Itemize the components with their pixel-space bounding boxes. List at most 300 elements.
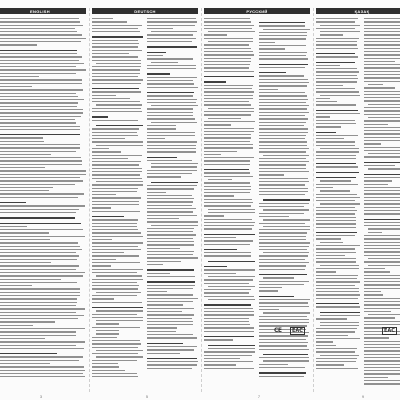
text-line [316,138,344,139]
text-line [92,168,142,169]
text-line [147,269,194,270]
text-line [316,123,356,124]
text-line [364,31,400,32]
text-line [204,249,237,250]
text-line [0,134,80,135]
text-line [0,246,80,247]
text-line [204,189,251,190]
text-line [316,177,356,178]
text-line [204,292,249,293]
text-line [92,194,116,195]
text-line [364,370,400,371]
text-line [0,69,86,70]
text-line [204,225,254,226]
text-line [316,351,355,352]
text-line [364,81,400,82]
text-line [204,137,251,138]
page-number: 3 [40,395,42,399]
text-line [92,98,130,99]
text-line [368,168,400,169]
text-line [204,121,255,122]
text-line [0,177,80,178]
text-line [92,191,137,192]
text-line [316,163,356,164]
text-line [204,147,253,148]
text-line [364,97,400,98]
text-line [316,227,356,228]
text-line [316,38,359,39]
text-line [151,163,198,164]
text-line [92,363,118,364]
text-line [316,361,356,362]
text-line [147,238,193,239]
text-line [364,380,400,381]
text-line [316,126,341,127]
text-line [92,236,143,237]
page-number: 5 [146,395,148,399]
text-line [320,203,360,204]
text-line [364,373,400,374]
text-line [364,291,381,292]
text-line [92,178,142,179]
text-line [147,304,183,305]
text-line [0,106,77,107]
text-line [204,164,250,165]
text-line [96,292,141,293]
text-line [0,18,79,19]
text-line [263,312,310,313]
text-line [364,251,400,252]
text-line [364,248,400,249]
text-line [259,316,307,317]
text-line [208,348,255,349]
text-line [208,261,255,262]
text-line [0,370,85,371]
text-line [92,46,138,47]
text-line [96,356,143,357]
text-line [0,279,61,280]
text-line [204,176,253,177]
text-line [364,288,400,289]
text-line [0,321,55,322]
text-line [316,368,358,369]
text-line [92,40,138,41]
text-line [0,275,83,276]
text-line [147,151,196,152]
text-line [92,366,119,367]
text-line [0,376,85,377]
text-line [92,184,143,185]
text-block [147,18,198,396]
text-line [204,339,233,340]
text-line [204,151,237,152]
text-line [147,102,196,103]
text-line [364,311,391,312]
text-line [364,44,400,45]
text-line [0,366,84,367]
text-line [92,265,111,266]
text-line [0,223,81,224]
text-line [364,140,400,141]
text-line [204,273,236,274]
text-line [147,251,194,252]
text-line [92,226,137,227]
text-line [204,28,252,29]
text-line [259,246,309,247]
text-line [263,155,309,156]
text-line [316,207,355,208]
text-line [92,269,143,270]
text-line [320,355,359,356]
text-line [364,21,400,22]
text-line [0,298,77,299]
text-line [259,194,305,195]
text-line [364,203,400,204]
text-line [0,335,76,336]
text-line [147,148,196,149]
text-line [0,236,85,237]
text-line [147,273,170,274]
text-line [364,180,392,181]
text-line [92,18,113,19]
text-line [204,61,251,62]
text-line [96,350,143,351]
text-line [320,325,359,326]
text-line [364,357,400,358]
text-line [147,21,197,22]
text-line [151,62,178,63]
text-line [364,87,395,88]
text-line [364,245,400,246]
text-line [259,188,308,189]
text-line [316,187,333,188]
text-line [263,360,309,361]
text-line [151,182,198,183]
text-line [147,135,195,136]
text-line [208,276,255,277]
text-line [316,28,355,29]
text-line [259,229,310,230]
text-line [0,197,78,198]
text-line [147,18,196,19]
text-line [0,255,79,256]
text-line [316,348,357,349]
text-line [204,255,251,256]
text-line [316,135,358,136]
text-line [316,235,355,236]
text-line [92,347,138,348]
text-line [92,174,140,175]
text-line [0,315,84,316]
text-line [368,84,383,85]
text-line [259,349,309,350]
text-line [204,25,254,26]
text-line [147,38,196,39]
text-line [208,41,253,42]
text-line [263,226,310,227]
text-line [364,341,400,342]
text-line [259,181,309,182]
text-line [204,318,249,319]
text-block [316,18,360,396]
text-line [0,272,85,273]
text-line [259,265,306,266]
text-line [364,156,400,157]
text-line [364,317,395,318]
text-line [204,51,253,52]
column-english [0,8,86,396]
text-line [204,186,251,187]
text-line [316,155,356,156]
text-line [259,118,308,119]
text-line [316,331,355,332]
text-line [147,353,180,354]
text-line [147,211,193,212]
text-line [0,328,85,329]
text-line [147,198,194,199]
column-header-deutsch: DEUTSCH [92,8,198,14]
text-line [259,58,308,59]
text-block [0,18,86,396]
text-line [259,306,309,307]
text-line [147,201,193,202]
text-line [259,299,310,300]
text-line [147,185,197,186]
text-line [0,265,79,266]
text-line [316,338,360,339]
text-line [204,98,253,99]
text-line [147,314,194,315]
text-line [259,213,304,214]
text-line [92,91,141,92]
text-line [364,278,400,279]
text-line [147,55,163,56]
text-line [364,255,400,256]
text-line [316,232,357,233]
text-line [92,138,125,139]
text-line [0,282,77,283]
text-line [92,111,142,112]
text-line [364,177,400,178]
text-line [364,242,400,243]
text-line [0,348,84,349]
text-line [147,334,193,335]
text-line [259,135,306,136]
text-line [147,244,194,245]
text-line [0,167,45,168]
text-line [259,158,306,159]
text-line [92,83,141,84]
text-line [204,154,221,155]
text-line [204,222,255,223]
text-line [0,116,81,117]
text-line [92,201,139,202]
text-line [204,157,254,158]
text-line [316,88,355,89]
text-line [92,249,141,250]
text-line [0,66,76,67]
column-divider [89,8,90,392]
text-line [0,302,77,303]
text-line [368,258,400,259]
column-divider [201,8,202,392]
text-line [0,63,84,64]
text-line [320,31,360,32]
text-line [316,101,337,102]
text-line [259,151,306,152]
text-line [208,118,241,119]
text-line [147,311,182,312]
text-line [316,81,357,82]
text-line [316,184,358,185]
text-line [0,262,51,263]
text-line [259,319,309,320]
text-line [92,50,142,51]
text-line [204,358,240,359]
text-line [316,68,357,69]
text-line [92,161,141,162]
text-line [0,170,86,171]
text-line [204,202,253,203]
text-line [147,77,197,78]
text-line [0,96,78,97]
text-line [0,338,45,339]
text-line [147,65,196,66]
text-line [0,229,83,230]
text-line [147,346,197,347]
text-line [0,363,50,364]
text-line [259,309,279,310]
text-line [204,228,252,229]
text-line [316,113,360,114]
text-line [259,239,306,240]
text-line [92,211,140,212]
text-line [364,25,400,26]
text-line [147,294,193,295]
text-line [92,232,141,233]
text-line [204,304,251,305]
text-line [0,28,75,29]
text-line [96,310,143,311]
text-line [147,34,193,35]
text-line [259,52,307,53]
text-line [147,108,193,109]
text-line [259,72,286,73]
text-line [364,91,400,92]
text-line [0,212,76,213]
text-line [316,210,357,211]
text-line [204,215,224,216]
text-line [0,269,76,270]
text-line [0,112,83,113]
text-line [0,190,49,191]
text-line [259,95,307,96]
text-line [364,360,400,361]
text-line [147,145,196,146]
text-line [320,315,360,316]
text-line [316,220,356,221]
text-line [0,249,82,250]
text-line [316,48,358,49]
text-line [0,50,77,51]
text-line [368,104,400,105]
text-line [0,76,39,77]
text-line [364,147,400,148]
text-line [204,327,254,328]
column-deutsch [92,8,198,396]
text-line [204,44,249,45]
column-russian [204,8,310,396]
text-line [204,269,255,270]
text-line [204,311,254,312]
text-line [204,199,252,200]
text-line [259,269,305,270]
text-line [316,145,355,146]
text-line [92,43,139,44]
text-line [364,225,400,226]
text-line [96,275,142,276]
text-line [92,151,121,152]
text-line [364,219,400,220]
text-line [364,130,400,131]
text-line [364,110,400,111]
text-line [147,228,194,229]
text-line [147,173,192,174]
text-line [0,86,32,87]
text-line [0,157,81,158]
text-block [259,18,310,396]
text-line [364,200,400,201]
text-line [259,108,307,109]
text-line [320,265,359,266]
text-line [92,229,138,230]
text-line [92,155,142,156]
column-text-english [0,18,86,396]
text-line [316,345,336,346]
text-line [368,153,400,154]
text-line [204,240,253,241]
text-line [316,132,336,133]
text-line [147,176,181,177]
text-line [259,105,309,106]
text-line [316,335,348,336]
text-line [147,276,195,277]
text-line [204,81,226,82]
text-line [316,328,357,329]
text-line [316,151,359,152]
text-line [0,184,75,185]
text-line [92,28,138,29]
text-line [368,228,400,229]
text-line [92,36,143,37]
text-line [259,255,308,256]
text-line [316,245,360,246]
text-line [92,95,116,96]
text-line [316,294,360,295]
text-line [259,339,306,340]
text-line [92,132,137,133]
text-line [0,44,37,45]
text-line [364,174,400,175]
text-line [0,356,83,357]
text-line [364,383,400,384]
text-line [259,161,309,162]
text-line [147,80,193,81]
text-line [92,219,138,220]
text-line [92,307,143,308]
text-line [259,281,309,282]
text-line [92,66,141,67]
